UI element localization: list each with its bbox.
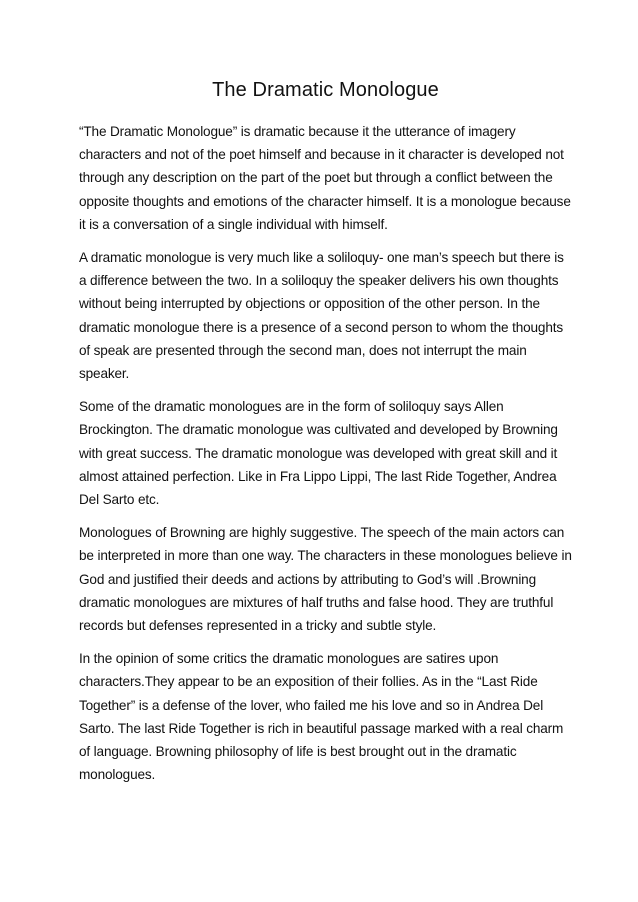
- paragraph-5: In the opinion of some critics the dramatic monologues are satires upon characters.They appear to be an exposition of their follies. As in the “Last Ride Together” is a defense of the lover, who failed me his love and so in Andrea Del Sarto. The last Ride Together is rich in beautiful passage marked with a real charm of language. Browning philosophy of life is best brought out in the dramatic monologues.: [79, 651, 564, 783]
- document-title: The Dramatic Monologue: [212, 79, 439, 101]
- paragraph-1: “The Dramatic Monologue” is dramatic because it the utterance of imagery characters and not of the poet himself and because in it character is developed not through any description on the part of the poet but through a conflict between the opposite thoughts and emotions of the character himself. It is a monologue because it is a conversation of a single individual with himself.: [79, 124, 571, 232]
- paragraph-3: Some of the dramatic monologues are in the form of soliloquy says Allen Brockington. The dramatic monologue was cultivated and developed by Browning with great success. The dramatic monologue was developed with great skill and it almost attained perfection. Like in Fra Lippo Lippi, The last Ride Together, Andrea Del Sarto etc.: [79, 399, 558, 508]
- paragraph-2: A dramatic monologue is very much like a soliloquy- one man’s speech but there is a difference between the two. In a soliloquy the speaker delivers his own thoughts without being interrupted by objections or opposition of the other person. In the dramatic monologue there is a presence of a second person to whom the thoughts of speak are presented through the second man, does not interrupt the main speaker.: [79, 250, 564, 382]
- paragraph-4: Monologues of Browning are highly suggestive. The speech of the main actors can be interpreted in more than one way. The characters in these monologues believe in God and justified their deeds and actions by attributing to God’s will .Browning dramatic monologues are mixtures of half truths and false hood. They are truthful records but defenses represented in a tricky and subtle style.: [79, 525, 572, 634]
